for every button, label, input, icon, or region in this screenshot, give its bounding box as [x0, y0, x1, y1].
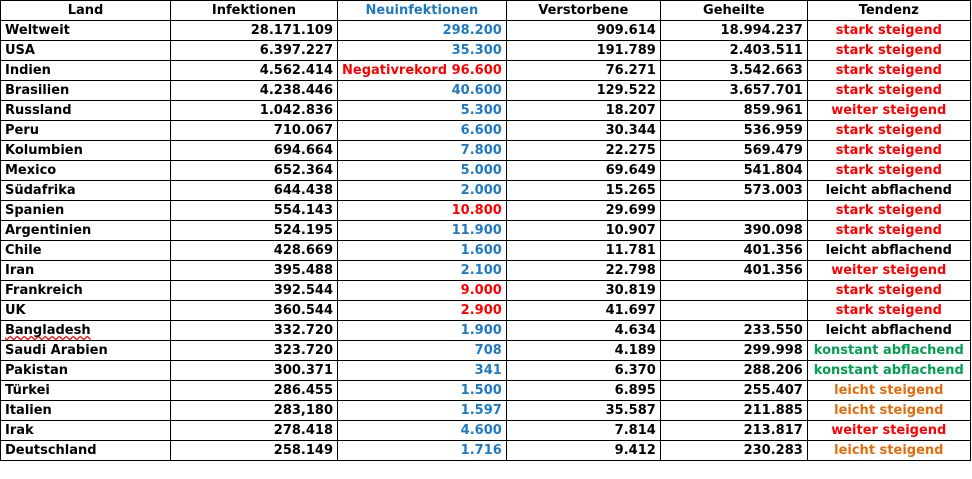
cell-tendenz: [807, 81, 970, 101]
cell-geheilte: [660, 321, 807, 341]
cell-land: [1, 101, 171, 121]
cell-tendenz: [807, 381, 970, 401]
table-row: [1, 61, 971, 81]
cell-verstorbene-text: 6.895: [614, 383, 656, 398]
cell-verstorbene-text: 76.271: [605, 63, 656, 78]
cell-geheilte-text: 859.961: [743, 103, 803, 118]
cell-land: [1, 441, 171, 461]
cell-infektionen-text: 652.364: [273, 163, 333, 178]
header-infektionen: Infektionen: [171, 1, 338, 21]
cell-neuinfektionen-text: 35.300: [451, 43, 502, 58]
cell-land: [1, 21, 171, 41]
cell-neuinfektionen: [338, 161, 507, 181]
cell-neuinfektionen-text: 40.600: [451, 83, 502, 98]
cell-tendenz-text: stark steigend: [835, 23, 942, 38]
cell-geheilte: [660, 161, 807, 181]
cell-geheilte: [660, 421, 807, 441]
cell-neuinfektionen-text: 7.800: [460, 143, 502, 158]
cell-neuinfektionen-text: 1.500: [460, 383, 502, 398]
cell-tendenz: [807, 181, 970, 201]
cell-tendenz: [807, 341, 970, 361]
cell-verstorbene-text: 18.207: [605, 103, 656, 118]
cell-verstorbene: [506, 121, 660, 141]
cell-land: [1, 381, 171, 401]
cell-infektionen: [171, 81, 338, 101]
cell-neuinfektionen: [338, 421, 507, 441]
cell-geheilte: [660, 121, 807, 141]
cell-geheilte: [660, 141, 807, 161]
cell-neuinfektionen-text: 341: [474, 363, 502, 378]
cell-verstorbene: [506, 101, 660, 121]
cell-verstorbene: [506, 21, 660, 41]
cell-land: [1, 361, 171, 381]
cell-neuinfektionen-text: 2.900: [460, 303, 502, 318]
cell-infektionen-text: 1.042.836: [259, 103, 333, 118]
cell-neuinfektionen: [338, 221, 507, 241]
cell-tendenz-text: stark steigend: [835, 43, 942, 58]
cell-infektionen: [171, 241, 338, 261]
cell-tendenz: [807, 221, 970, 241]
cell-verstorbene-text: 4.189: [614, 343, 656, 358]
table-row: [1, 441, 971, 461]
cell-tendenz-text: weiter steigend: [831, 423, 947, 438]
cell-neuinfektionen: [338, 441, 507, 461]
cell-geheilte-text: 230.283: [743, 443, 803, 458]
cell-neuinfektionen-text: 6.600: [460, 123, 502, 138]
cell-tendenz: [807, 101, 970, 121]
table-row: [1, 161, 971, 181]
table-row: [1, 381, 971, 401]
cell-infektionen: [171, 21, 338, 41]
cell-infektionen-text: 694.664: [273, 143, 333, 158]
cell-land: [1, 201, 171, 221]
cell-infektionen: [171, 441, 338, 461]
table-row: [1, 401, 971, 421]
cell-geheilte: [660, 361, 807, 381]
cell-neuinfektionen: [338, 261, 507, 281]
cell-tendenz-text: stark steigend: [835, 83, 942, 98]
cell-geheilte-text: 541.804: [743, 163, 803, 178]
cell-geheilte-text: 569.479: [743, 143, 803, 158]
table-row: [1, 341, 971, 361]
cell-land-text: Saudi Arabien: [5, 343, 108, 358]
cell-tendenz: [807, 241, 970, 261]
cell-geheilte: [660, 41, 807, 61]
cell-land-text: Mexico: [5, 163, 57, 178]
cell-tendenz: [807, 201, 970, 221]
cell-infektionen: [171, 221, 338, 241]
cell-neuinfektionen-text: 11.900: [451, 223, 502, 238]
cell-verstorbene: [506, 41, 660, 61]
cell-geheilte-text: 255.407: [743, 383, 803, 398]
cell-tendenz-text: leicht abflachend: [825, 323, 952, 338]
cell-infektionen-text: 4.562.414: [259, 63, 333, 78]
table-row: [1, 301, 971, 321]
cell-infektionen-text: 524.195: [273, 223, 333, 238]
header-verstorbene: Verstorbene: [506, 1, 660, 21]
cell-geheilte: [660, 401, 807, 421]
cell-tendenz-text: leicht steigend: [834, 443, 944, 458]
cell-infektionen-text: 428.669: [273, 243, 333, 258]
cell-land: [1, 161, 171, 181]
cell-infektionen: [171, 321, 338, 341]
cell-verstorbene-text: 35.587: [605, 403, 656, 418]
cell-geheilte: [660, 81, 807, 101]
cell-tendenz: [807, 41, 970, 61]
table-row: [1, 321, 971, 341]
cell-verstorbene-text: 69.649: [605, 163, 656, 178]
cell-verstorbene-text: 22.275: [605, 143, 656, 158]
cell-verstorbene-text: 7.814: [614, 423, 656, 438]
cell-verstorbene: [506, 61, 660, 81]
cell-land-text: Iran: [5, 263, 35, 278]
cell-verstorbene: [506, 161, 660, 181]
cell-infektionen-text: 395.488: [273, 263, 333, 278]
cell-neuinfektionen-text: 1.716: [460, 443, 502, 458]
cell-infektionen-text: 6.397.227: [259, 43, 333, 58]
cell-tendenz: [807, 281, 970, 301]
cell-tendenz: [807, 61, 970, 81]
cell-verstorbene-text: 29.699: [605, 203, 656, 218]
cell-land-text: Türkei: [5, 383, 50, 398]
header-land: Land: [1, 1, 171, 21]
cell-verstorbene: [506, 321, 660, 341]
cell-verstorbene: [506, 301, 660, 321]
cell-geheilte: [660, 221, 807, 241]
cell-infektionen: [171, 41, 338, 61]
cell-verstorbene: [506, 441, 660, 461]
cell-verstorbene-text: 909.614: [596, 23, 656, 38]
cell-tendenz-text: stark steigend: [835, 223, 942, 238]
cell-infektionen-text: 286.455: [273, 383, 333, 398]
cell-tendenz: [807, 361, 970, 381]
cell-tendenz-text: konstant abflachend: [813, 363, 964, 378]
cell-land: [1, 421, 171, 441]
cell-land: [1, 321, 171, 341]
cell-neuinfektionen: [338, 181, 507, 201]
cell-infektionen-text: 283,180: [273, 403, 333, 418]
table-row: [1, 361, 971, 381]
cell-neuinfektionen-text: 5.300: [460, 103, 502, 118]
table-row: [1, 181, 971, 201]
cell-tendenz-text: stark steigend: [835, 123, 942, 138]
cell-tendenz: [807, 261, 970, 281]
cell-infektionen: [171, 401, 338, 421]
cell-infektionen: [171, 161, 338, 181]
cell-verstorbene-text: 191.789: [596, 43, 656, 58]
cell-neuinfektionen: [338, 201, 507, 221]
header-tendenz: Tendenz: [807, 1, 970, 21]
cell-land: [1, 261, 171, 281]
table-row: [1, 201, 971, 221]
cell-neuinfektionen: [338, 361, 507, 381]
cell-tendenz: [807, 301, 970, 321]
cell-verstorbene: [506, 401, 660, 421]
cell-tendenz: [807, 121, 970, 141]
cell-geheilte: [660, 101, 807, 121]
cell-land: [1, 401, 171, 421]
cell-land: [1, 221, 171, 241]
cell-verstorbene-text: 10.907: [605, 223, 656, 238]
cell-verstorbene-text: 9.412: [614, 443, 656, 458]
cell-tendenz-text: leicht abflachend: [825, 183, 952, 198]
cell-neuinfektionen: [338, 61, 507, 81]
cell-neuinfektionen: [338, 81, 507, 101]
cell-tendenz-text: stark steigend: [835, 283, 942, 298]
cell-tendenz: [807, 161, 970, 181]
cell-geheilte: [660, 441, 807, 461]
cell-land-text: Irak: [5, 423, 34, 438]
cell-geheilte-text: 288.206: [743, 363, 803, 378]
cell-neuinfektionen-text: 1.597: [460, 403, 502, 418]
cell-neuinfektionen: [338, 301, 507, 321]
cell-neuinfektionen-text: 2.100: [460, 263, 502, 278]
cell-land-text: Argentinien: [5, 223, 92, 238]
cell-neuinfektionen: [338, 381, 507, 401]
cell-neuinfektionen: [338, 121, 507, 141]
cell-infektionen: [171, 101, 338, 121]
cell-neuinfektionen-text: 298.200: [442, 23, 502, 38]
cell-infektionen-text: 332.720: [273, 323, 333, 338]
cell-geheilte: [660, 341, 807, 361]
table-row: [1, 261, 971, 281]
header-neuinfektionen: Neuinfektionen: [338, 1, 507, 21]
cell-geheilte-text: 299.998: [743, 343, 803, 358]
cell-land: [1, 281, 171, 301]
cell-land-text: Weltweit: [5, 23, 70, 38]
cell-infektionen-text: 300.371: [273, 363, 333, 378]
cell-infektionen-text: 710.067: [273, 123, 333, 138]
cell-infektionen-text: 323.720: [273, 343, 333, 358]
cell-tendenz-text: stark steigend: [835, 63, 942, 78]
cell-neuinfektionen: [338, 341, 507, 361]
cell-verstorbene: [506, 141, 660, 161]
cell-infektionen: [171, 201, 338, 221]
cell-land-text: Italien: [5, 403, 52, 418]
cell-verstorbene-text: 22.798: [605, 263, 656, 278]
cell-neuinfektionen: [338, 281, 507, 301]
cell-tendenz-text: konstant abflachend: [813, 343, 964, 358]
cell-tendenz-text: leicht abflachend: [825, 243, 952, 258]
table-row: [1, 221, 971, 241]
cell-geheilte-text: 2.403.511: [729, 43, 803, 58]
cell-verstorbene-text: 129.522: [596, 83, 656, 98]
cell-tendenz-text: stark steigend: [835, 303, 942, 318]
cell-verstorbene-text: 30.344: [605, 123, 656, 138]
cell-neuinfektionen-text: 9.000: [460, 283, 502, 298]
cell-neuinfektionen-text: 2.000: [460, 183, 502, 198]
cell-infektionen: [171, 141, 338, 161]
table-body: [1, 21, 971, 461]
table-row: [1, 241, 971, 261]
cell-neuinfektionen: [338, 241, 507, 261]
table-row: [1, 121, 971, 141]
cell-infektionen-text: 4.238.446: [259, 83, 333, 98]
cell-land-text: Südafrika: [5, 183, 76, 198]
cell-infektionen: [171, 421, 338, 441]
cell-infektionen-text: 392.544: [273, 283, 333, 298]
cell-land: [1, 41, 171, 61]
cell-neuinfektionen-text: 5.000: [460, 163, 502, 178]
cell-infektionen-text: 554.143: [273, 203, 333, 218]
cell-land-text: UK: [5, 303, 26, 318]
cell-verstorbene: [506, 421, 660, 441]
cell-neuinfektionen: [338, 41, 507, 61]
cell-geheilte-text: 3.542.663: [729, 63, 803, 78]
cell-geheilte-text: 233.550: [743, 323, 803, 338]
cell-geheilte: [660, 301, 807, 321]
cell-geheilte: [660, 241, 807, 261]
cell-verstorbene: [506, 201, 660, 221]
cell-verstorbene: [506, 241, 660, 261]
cell-geheilte: [660, 281, 807, 301]
cell-tendenz-text: leicht steigend: [834, 383, 944, 398]
cell-geheilte-text: 213.817: [743, 423, 803, 438]
cell-land: [1, 61, 171, 81]
cell-land-text: Peru: [5, 123, 40, 138]
cell-infektionen: [171, 341, 338, 361]
cell-tendenz-text: stark steigend: [835, 203, 942, 218]
cell-geheilte: [660, 181, 807, 201]
cell-geheilte-text: 3.657.701: [729, 83, 803, 98]
cell-land-text: USA: [5, 43, 35, 58]
cell-neuinfektionen: [338, 401, 507, 421]
cell-infektionen: [171, 181, 338, 201]
cell-land-text: Frankreich: [5, 283, 83, 298]
cell-infektionen-text: 258.149: [273, 443, 333, 458]
cell-geheilte: [660, 201, 807, 221]
cell-land-text: Spanien: [5, 203, 65, 218]
cell-infektionen: [171, 281, 338, 301]
cell-infektionen: [171, 261, 338, 281]
cell-verstorbene: [506, 181, 660, 201]
cell-neuinfektionen-text: 10.800: [451, 203, 502, 218]
cell-verstorbene-text: 41.697: [605, 303, 656, 318]
cell-verstorbene-text: 6.370: [614, 363, 656, 378]
cell-infektionen: [171, 381, 338, 401]
cell-land: [1, 341, 171, 361]
cell-tendenz-text: weiter steigend: [831, 103, 947, 118]
table-header-row: [1, 1, 971, 21]
cell-land-text: Indien: [5, 63, 51, 78]
cell-neuinfektionen: [338, 101, 507, 121]
cell-verstorbene: [506, 341, 660, 361]
cell-land-text: Russland: [5, 103, 72, 118]
cell-infektionen-text: 28.171.109: [250, 23, 333, 38]
cell-land: [1, 141, 171, 161]
cell-land-text: Brasilien: [5, 83, 70, 98]
cell-tendenz-text: stark steigend: [835, 143, 942, 158]
cell-neuinfektionen-text: 1.900: [460, 323, 502, 338]
table-row: [1, 21, 971, 41]
cell-neuinfektionen: [338, 21, 507, 41]
cell-verstorbene: [506, 381, 660, 401]
cell-neuinfektionen-text: 4.600: [460, 423, 502, 438]
cell-infektionen: [171, 301, 338, 321]
cell-land: [1, 181, 171, 201]
cell-neuinfektionen: [338, 321, 507, 341]
cell-tendenz: [807, 441, 970, 461]
cell-geheilte-text: 536.959: [743, 123, 803, 138]
cell-geheilte: [660, 21, 807, 41]
cell-geheilte-text: 211.885: [743, 403, 803, 418]
cell-tendenz: [807, 141, 970, 161]
cell-land-text: Bangladesh: [5, 323, 91, 338]
table-row: [1, 41, 971, 61]
cell-infektionen-text: 644.438: [273, 183, 333, 198]
cell-geheilte-text: 18.994.237: [720, 23, 803, 38]
cell-neuinfektionen-text: 708: [474, 343, 502, 358]
cell-land: [1, 121, 171, 141]
cell-tendenz: [807, 21, 970, 41]
cell-tendenz: [807, 321, 970, 341]
table-row: [1, 141, 971, 161]
cell-verstorbene-text: 11.781: [605, 243, 656, 258]
cell-geheilte: [660, 61, 807, 81]
cell-neuinfektionen: [338, 141, 507, 161]
cell-geheilte-text: 401.356: [743, 243, 803, 258]
header-geheilte: Geheilte: [660, 1, 807, 21]
cell-infektionen-text: 278.418: [273, 423, 333, 438]
cell-verstorbene: [506, 221, 660, 241]
cell-verstorbene-text: 15.265: [605, 183, 656, 198]
cell-land: [1, 81, 171, 101]
table-row: [1, 101, 971, 121]
cell-tendenz-text: stark steigend: [835, 163, 942, 178]
cell-land-text: Chile: [5, 243, 42, 258]
cell-neuinfektionen-text: Negativrekord 96.600: [342, 63, 502, 78]
table-row: [1, 281, 971, 301]
table-row: [1, 421, 971, 441]
cell-geheilte-text: 390.098: [743, 223, 803, 238]
cell-infektionen-text: 360.544: [273, 303, 333, 318]
cell-verstorbene: [506, 261, 660, 281]
cell-geheilte-text: 401.356: [743, 263, 803, 278]
cell-tendenz: [807, 401, 970, 421]
cell-verstorbene-text: 4.634: [614, 323, 656, 338]
cell-verstorbene: [506, 281, 660, 301]
cell-infektionen: [171, 361, 338, 381]
cell-land: [1, 301, 171, 321]
cell-geheilte: [660, 381, 807, 401]
cell-land-text: Kolumbien: [5, 143, 83, 158]
cell-neuinfektionen-text: 1.600: [460, 243, 502, 258]
cell-tendenz: [807, 421, 970, 441]
cell-land: [1, 241, 171, 261]
cell-verstorbene: [506, 361, 660, 381]
cell-infektionen: [171, 121, 338, 141]
cell-verstorbene-text: 30.819: [605, 283, 656, 298]
cell-infektionen: [171, 61, 338, 81]
cell-geheilte: [660, 261, 807, 281]
cell-land-text: Deutschland: [5, 443, 97, 458]
table-row: [1, 81, 971, 101]
cell-land-text: Pakistan: [5, 363, 69, 378]
cell-verstorbene: [506, 81, 660, 101]
cell-tendenz-text: leicht steigend: [834, 403, 944, 418]
cell-tendenz-text: weiter steigend: [831, 263, 947, 278]
cell-geheilte-text: 573.003: [743, 183, 803, 198]
